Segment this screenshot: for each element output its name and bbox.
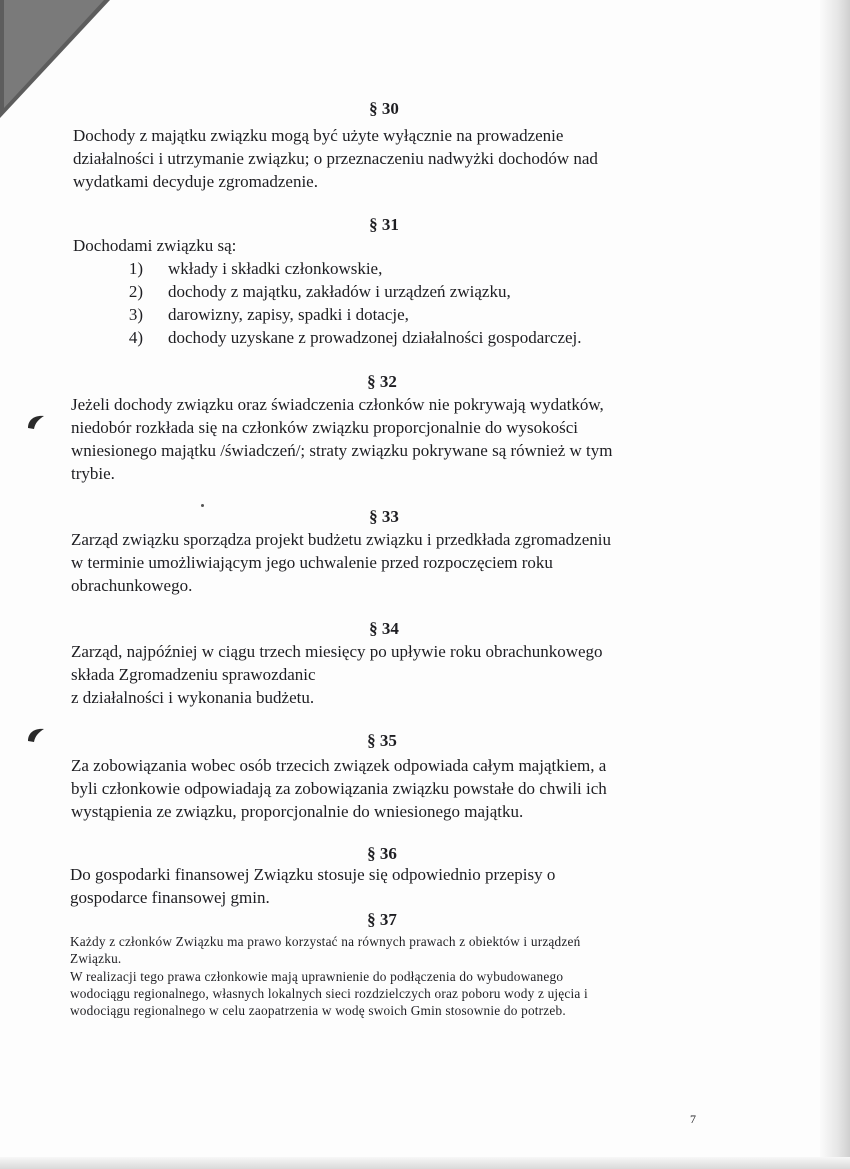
section-heading: § 34: [369, 619, 399, 638]
text-line: Jeżeli dochody związku oraz świadczenia członków nie pokrywają wydatków,: [71, 395, 604, 414]
section-text: [73, 124, 598, 193]
section-text: [70, 933, 588, 1019]
text-line: wydatkami decyduje zgromadzenie.: [73, 172, 318, 191]
list-text: dochody uzyskane z prowadzonej działalności gospodarczej.: [168, 328, 582, 347]
section-text: [70, 863, 555, 909]
text-line: z działalności i wykonania budżetu.: [71, 688, 315, 707]
text-line: działalności i utrzymanie związku; o przeznaczeniu nadwyżki dochodów nad: [73, 149, 598, 168]
text-line: byli członkowie odpowiadają za zobowiązania związku powstałe do chwili ich: [71, 779, 607, 798]
list-number: 1): [128, 259, 143, 278]
section-heading: § 37: [367, 910, 397, 929]
text-line: Za zobowiązania wobec osób trzecich związek odpowiada całym majątkiem, a: [71, 756, 607, 775]
text-line: Każdy z członków Związku ma prawo korzystać na równych prawach z obiektów i urządzeń: [70, 934, 581, 949]
text-line: Zarząd związku sporządza projekt budżetu związku i przedkłada zgromadzeniu: [71, 530, 611, 549]
page-bottom-edge: [0, 1157, 850, 1169]
list-number: 3): [128, 305, 143, 324]
list-text: wkłady i składki członkowskie,: [168, 259, 383, 278]
page-number: 7: [690, 1112, 696, 1126]
text-line: Dochody z majątku związku mogą być użyte wyłącznie na prowadzenie: [73, 126, 564, 145]
list-intro: Dochodami związku są:: [73, 236, 237, 255]
punch-hole-mark: [26, 727, 48, 743]
section-text: [71, 528, 611, 597]
text-line: w terminie umożliwiającym jego uchwalenie przed rozpoczęciem roku: [71, 553, 553, 572]
section-heading: § 33: [369, 507, 399, 526]
text-line: trybie.: [71, 464, 115, 483]
text-line: wniesionego majątku /świadczeń/; straty związku pokrywane są również w tym: [71, 441, 613, 460]
ink-speck: [201, 504, 204, 507]
text-line: W realizacji tego prawa członkowie mają uprawnienie do podłączenia do wybudowanego: [70, 968, 564, 984]
text-line: niedobór rozkłada się na członków związku proporcjonalnie do wysokości: [71, 418, 579, 437]
list-number: 2): [128, 282, 143, 301]
text-line: gospodarce finansowej gmin.: [70, 888, 270, 907]
text-line: Związku.: [70, 951, 122, 967]
section-text: [71, 754, 607, 823]
text-line: Zarząd, najpóźniej w ciągu trzech miesięcy po upływie roku obrachunkowego: [71, 642, 603, 661]
text-line: składa Zgromadzeniu sprawozdanic: [71, 665, 316, 684]
list-text: darowizny, zapisy, spadki i dotacje,: [168, 305, 409, 324]
section-text: [71, 640, 603, 709]
text-line: wystąpienia ze związku, proporcjonalnie do wniesionego majątku.: [71, 802, 524, 821]
section-heading: § 35: [367, 731, 397, 750]
section-heading: § 31: [369, 215, 399, 234]
list-number: 4): [128, 328, 143, 347]
text-line: wodociągu regionalnego, własnych lokalnych sieci rozdzielczych oraz poboru wody z ujęcia i: [70, 985, 588, 1001]
section-heading: § 32: [367, 372, 397, 391]
section-heading: § 30: [369, 99, 399, 118]
page-right-edge: [820, 0, 850, 1169]
text-line: wodociągu regionalnego w celu zaopatrzenia w wodę swoich Gmin stosownie do potrzeb.: [70, 1003, 566, 1019]
punch-hole-mark: [26, 414, 48, 430]
section-text: [71, 393, 612, 485]
section-heading: § 36: [367, 844, 397, 863]
folded-corner-shadow: [0, 0, 112, 120]
text-line: Do gospodarki finansowej Związku stosuje się odpowiednio przepisy o: [70, 865, 556, 884]
list-text: dochody z majątku, zakładów i urządzeń związku,: [168, 282, 511, 301]
text-line: obrachunkowego.: [71, 576, 193, 595]
